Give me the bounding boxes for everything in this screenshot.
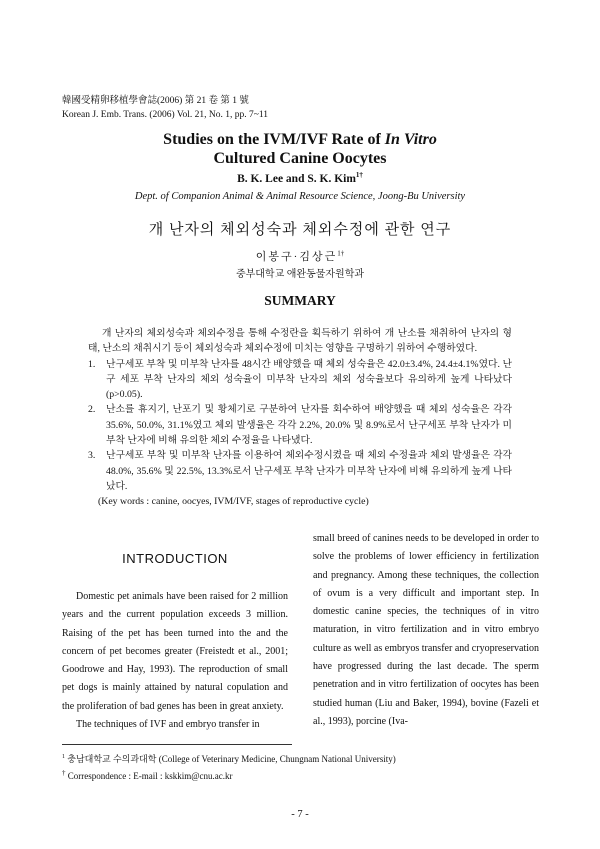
authors xyxy=(0,171,600,185)
footnote-2-text: Correspondence : E-mail : kskkim@cnu.ac.kr xyxy=(67,771,233,781)
page-number: - 7 - xyxy=(291,809,309,820)
korean-authors-mark: 1† xyxy=(337,249,345,258)
journal-korean: 韓國受精卵移植學會誌(2006) 第 21 卷 第 1 號 xyxy=(62,96,249,106)
item-number: 1. xyxy=(88,358,96,370)
item-text: 난구세포 부착 및 미부착 난자를 48시간 배양했을 때 체외 성숙율은 42.0±3.4%, 24.4±4.1%였다. 난구 세포 부착 난자의 체외 성숙율이 미부착 난자의 체외 성숙율보다 유의하게 높게 나타났다(p>0.05). xyxy=(106,358,512,401)
intro-paragraph-1: Domestic pet animals have been raised for 2 million years and the current population exceeds 3 million. Raising of the pet has been turned into the and the concern of pet becomes greater (Freistedt et al., 2001; Goodrowe and Hay, 1993). The reproduction of small pet dogs is mainly attained by natural copulation and the proliferation of bad genes has been in great anxiety. xyxy=(62,591,288,712)
footnotes xyxy=(62,750,396,783)
journal-header xyxy=(62,94,268,122)
affiliation: Dept. of Companion Animal & Animal Resource Science, Joong-Bu University xyxy=(134,191,466,202)
intro-right-text: small breed of canines needs to be developed in order to solve the problems of lower efficiency in fertilization and pregnancy. Among these techniques, the collection of ovum is a very difficult and important step. In domestic canine species, the techniques of in vitro maturation, in vitro fertilization and in vitro embryo culture as well as embryos transfer and cryopreservation have progressed during the last decade. The sperm penetration and in vitro fertilization of oocytes has been studied human (Liu and Baker, 1994), bovine (Fazeli et al., 1993), porcine (Iva- xyxy=(313,533,539,727)
footnote-1-mark: 1 xyxy=(62,754,65,760)
title-line2: Cultured Canine Oocytes xyxy=(213,150,387,167)
footnote-2-mark: † xyxy=(62,769,66,777)
authors-names: B. K. Lee and S. K. Kim xyxy=(237,172,356,185)
paper-title xyxy=(0,130,600,168)
journal-english: Korean J. Emb. Trans. (2006) Vol. 21, No. 1, pp. 7~11 xyxy=(62,110,269,120)
left-column xyxy=(62,550,288,734)
footnote-1 xyxy=(62,750,396,766)
footnote-divider xyxy=(62,744,292,745)
introduction-heading: INTRODUCTION xyxy=(122,551,228,566)
abstract xyxy=(88,326,512,510)
footnote-2 xyxy=(62,766,396,783)
title-italic: In Vitro xyxy=(384,131,437,148)
korean-authors-names: 이봉구·김상근 xyxy=(255,251,338,263)
summary-heading: SUMMARY xyxy=(264,293,336,308)
item-text: 난구세포 부착 및 미부착 난자를 이용하여 체외수정시켰을 때 체외 수정율과 체외 발생율은 각각 48.0%, 35.6% 및 22.5%, 13.3%로서 난구세포 부착 난자가 미부착 난자에 비해 유의하게 높게 나타났다. xyxy=(106,450,512,492)
abstract-items xyxy=(88,357,512,495)
korean-authors xyxy=(0,248,600,264)
item-text: 난소를 휴지기, 난포기 및 황체기로 구분하여 난자를 회수하여 배양했을 때 체외 성숙율은 각각 35.6%, 50.0%, 31.1%였고 체외 발생율은 각각 2.2%, 20.0% 및 8.9%로서 난구세포 부착 난자가 미부착 난자에 비해 유의한 체외 수정율을 나타냈다. xyxy=(106,404,512,447)
abstract-item xyxy=(88,357,512,403)
korean-title: 개 난자의 체외성숙과 체외수정에 관한 연구 xyxy=(148,222,452,238)
title-line1: Studies on the IVM/IVF Rate of xyxy=(163,131,385,148)
abstract-item xyxy=(88,448,512,494)
right-column xyxy=(313,533,539,731)
authors-mark: 1† xyxy=(355,171,363,179)
item-number: 3. xyxy=(88,450,96,462)
abstract-item xyxy=(88,402,512,448)
keywords: (Key words : canine, oocyes, IVM/IVF, stages of reproductive cycle) xyxy=(98,496,369,508)
intro-paragraph-2: The techniques of IVF and embryo transfer in xyxy=(76,719,260,731)
abstract-intro: 개 난자의 체외성숙과 체외수정을 통해 수정란을 획득하기 위하여 개 난소를 채취하여 난자의 형태, 난소의 채취시기 등이 체외성숙과 체외수정에 미치는 영향을 구명하기 위하여 수행하였다. xyxy=(88,328,512,355)
footnote-1-text: 충남대학교 수의과대학 (College of Veterinary Medicine, Chungnam National University) xyxy=(67,754,396,764)
item-number: 2. xyxy=(88,404,96,416)
korean-affiliation: 중부대학교 애완동물자원학과 xyxy=(235,269,365,280)
